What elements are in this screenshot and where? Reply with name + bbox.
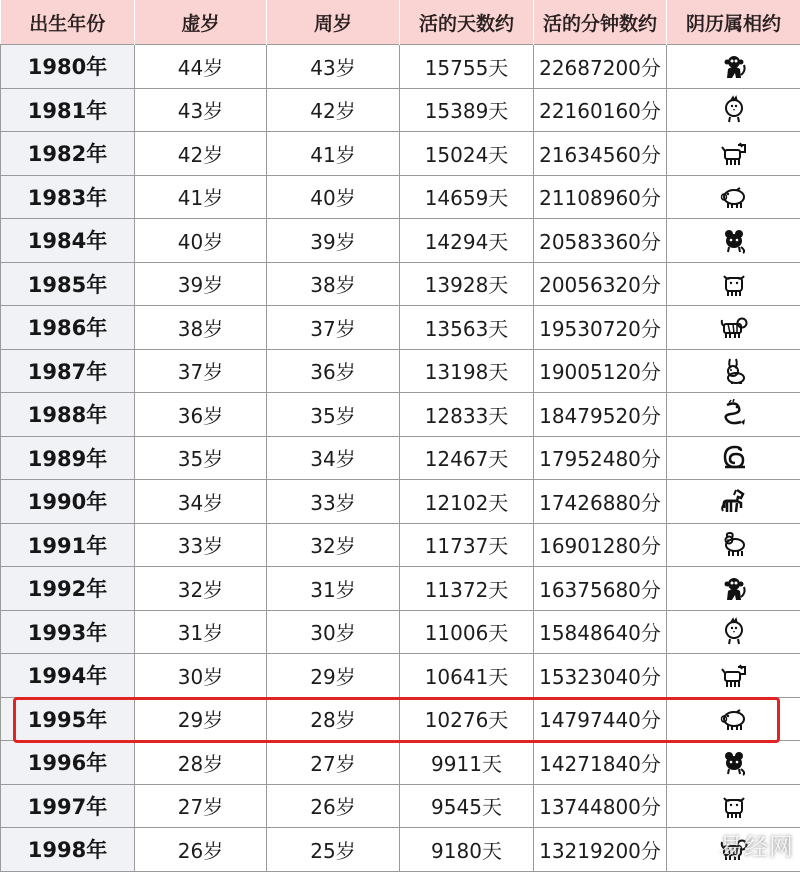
days-lived-cell: 12102天: [400, 480, 534, 524]
days-lived-cell: 9911天: [400, 741, 534, 785]
zodiac-cell: [667, 784, 800, 828]
table-row: [1, 523, 800, 567]
minutes-lived-cell: 14271840分: [534, 741, 667, 785]
zodiac-cell: [667, 741, 800, 785]
actual-age-cell: 25岁: [267, 828, 400, 872]
actual-age-cell: 33岁: [267, 480, 400, 524]
minutes-lived-cell: 18479520分: [534, 393, 667, 437]
minutes-lived-cell: 21634560分: [534, 132, 667, 176]
table-row: [1, 262, 800, 306]
birth-year-cell: 1993年: [1, 610, 135, 654]
zodiac-cell: [667, 88, 800, 132]
watermark: 易经网: [719, 827, 794, 862]
days-lived-cell: 10276天: [400, 697, 534, 741]
days-lived-cell: 15024天: [400, 132, 534, 176]
birth-year-cell: 1997年: [1, 784, 135, 828]
days-lived-cell: 14294天: [400, 219, 534, 263]
zodiac-cell: [667, 523, 800, 567]
actual-age-cell: 38岁: [267, 262, 400, 306]
days-lived-cell: 13198天: [400, 349, 534, 393]
zodiac-cell: [667, 306, 800, 350]
table-row: [1, 175, 800, 219]
birth-year-cell: 1981年: [1, 88, 135, 132]
days-lived-cell: 11006天: [400, 610, 534, 654]
dragon-icon: [719, 399, 749, 429]
days-lived-cell: 9545天: [400, 784, 534, 828]
ox-icon: [719, 791, 749, 821]
header-days-lived: 活的天数约: [400, 0, 534, 45]
minutes-lived-cell: 20056320分: [534, 262, 667, 306]
birth-year-cell: 1988年: [1, 393, 135, 437]
actual-age-cell: 29岁: [267, 654, 400, 698]
minutes-lived-cell: 17426880分: [534, 480, 667, 524]
minutes-lived-cell: 13219200分: [534, 828, 667, 872]
days-lived-cell: 11737天: [400, 523, 534, 567]
table-body: [1, 45, 800, 872]
nominal-age-cell: 26岁: [135, 828, 267, 872]
zodiac-cell: [667, 45, 800, 89]
days-lived-cell: 15389天: [400, 88, 534, 132]
nominal-age-cell: 39岁: [135, 262, 267, 306]
birth-year-cell: 1984年: [1, 219, 135, 263]
dog-icon: [719, 138, 749, 168]
zodiac-cell: [667, 175, 800, 219]
table-row: [1, 45, 800, 89]
nominal-age-cell: 30岁: [135, 654, 267, 698]
minutes-lived-cell: 22160160分: [534, 88, 667, 132]
zodiac-cell: [667, 349, 800, 393]
actual-age-cell: 28岁: [267, 697, 400, 741]
days-lived-cell: 12467天: [400, 436, 534, 480]
nominal-age-cell: 44岁: [135, 45, 267, 89]
birth-year-cell: 1995年: [1, 697, 135, 741]
minutes-lived-cell: 16375680分: [534, 567, 667, 611]
actual-age-cell: 27岁: [267, 741, 400, 785]
birth-year-cell: 1985年: [1, 262, 135, 306]
actual-age-cell: 37岁: [267, 306, 400, 350]
actual-age-cell: 31岁: [267, 567, 400, 611]
birth-year-cell: 1996年: [1, 741, 135, 785]
header-lunar-zodiac: 阴历属相约: [667, 0, 800, 45]
actual-age-cell: 32岁: [267, 523, 400, 567]
days-lived-cell: 13563天: [400, 306, 534, 350]
nominal-age-cell: 28岁: [135, 741, 267, 785]
table-row: [1, 741, 800, 785]
table-row: [1, 306, 800, 350]
rooster-icon: [719, 617, 749, 647]
days-lived-cell: 11372天: [400, 567, 534, 611]
dog-icon: [719, 660, 749, 690]
nominal-age-cell: 38岁: [135, 306, 267, 350]
table-row: [1, 219, 800, 263]
actual-age-cell: 36岁: [267, 349, 400, 393]
tiger-icon: [719, 312, 749, 342]
actual-age-cell: 35岁: [267, 393, 400, 437]
actual-age-cell: 42岁: [267, 88, 400, 132]
birth-year-cell: 1982年: [1, 132, 135, 176]
nominal-age-cell: 41岁: [135, 175, 267, 219]
nominal-age-cell: 31岁: [135, 610, 267, 654]
goat-icon: [719, 530, 749, 560]
table-row: [1, 436, 800, 480]
birth-year-cell: 1994年: [1, 654, 135, 698]
pig-icon: [719, 704, 749, 734]
minutes-lived-cell: 15323040分: [534, 654, 667, 698]
pig-icon: [719, 182, 749, 212]
days-lived-cell: 15755天: [400, 45, 534, 89]
table-row: [1, 88, 800, 132]
minutes-lived-cell: 22687200分: [534, 45, 667, 89]
zodiac-cell: [667, 436, 800, 480]
minutes-lived-cell: 15848640分: [534, 610, 667, 654]
table-row: [1, 697, 800, 741]
table-row: [1, 828, 800, 872]
nominal-age-cell: 33岁: [135, 523, 267, 567]
birth-year-cell: 1991年: [1, 523, 135, 567]
days-lived-cell: 9180天: [400, 828, 534, 872]
nominal-age-cell: 34岁: [135, 480, 267, 524]
table-row: [1, 132, 800, 176]
nominal-age-cell: 37岁: [135, 349, 267, 393]
birth-year-cell: 1989年: [1, 436, 135, 480]
minutes-lived-cell: 16901280分: [534, 523, 667, 567]
header-actual-age: 周岁: [267, 0, 400, 45]
actual-age-cell: 30岁: [267, 610, 400, 654]
birth-year-cell: 1987年: [1, 349, 135, 393]
table-row: [1, 654, 800, 698]
actual-age-cell: 41岁: [267, 132, 400, 176]
table-header-row: [1, 0, 800, 45]
minutes-lived-cell: 17952480分: [534, 436, 667, 480]
rooster-icon: [719, 95, 749, 125]
header-minutes-lived: 活的分钟数约: [534, 0, 667, 45]
actual-age-cell: 40岁: [267, 175, 400, 219]
table-row: [1, 480, 800, 524]
actual-age-cell: 34岁: [267, 436, 400, 480]
rat-icon: [719, 747, 749, 777]
days-lived-cell: 10641天: [400, 654, 534, 698]
zodiac-cell: [667, 262, 800, 306]
actual-age-cell: 43岁: [267, 45, 400, 89]
zodiac-cell: [667, 697, 800, 741]
nominal-age-cell: 29岁: [135, 697, 267, 741]
table-row: [1, 567, 800, 611]
zodiac-cell: [667, 567, 800, 611]
zodiac-cell: [667, 132, 800, 176]
rabbit-icon: [719, 356, 749, 386]
header-nominal-age: 虚岁: [135, 0, 267, 45]
nominal-age-cell: 40岁: [135, 219, 267, 263]
actual-age-cell: 26岁: [267, 784, 400, 828]
zodiac-cell: [667, 480, 800, 524]
actual-age-cell: 39岁: [267, 219, 400, 263]
minutes-lived-cell: 19530720分: [534, 306, 667, 350]
minutes-lived-cell: 13744800分: [534, 784, 667, 828]
header-birth-year: 出生年份: [1, 0, 135, 45]
table-row: [1, 784, 800, 828]
table-row: [1, 349, 800, 393]
minutes-lived-cell: 21108960分: [534, 175, 667, 219]
zodiac-cell: [667, 610, 800, 654]
birth-year-cell: 1980年: [1, 45, 135, 89]
monkey-icon: [719, 573, 749, 603]
nominal-age-cell: 35岁: [135, 436, 267, 480]
zodiac-cell: [667, 654, 800, 698]
days-lived-cell: 14659天: [400, 175, 534, 219]
rat-icon: [719, 225, 749, 255]
birth-year-cell: 1986年: [1, 306, 135, 350]
horse-icon: [719, 486, 749, 516]
ox-icon: [719, 269, 749, 299]
nominal-age-cell: 42岁: [135, 132, 267, 176]
days-lived-cell: 12833天: [400, 393, 534, 437]
monkey-icon: [719, 51, 749, 81]
days-lived-cell: 13928天: [400, 262, 534, 306]
table-row: [1, 610, 800, 654]
nominal-age-cell: 36岁: [135, 393, 267, 437]
minutes-lived-cell: 14797440分: [534, 697, 667, 741]
snake-icon: [719, 443, 749, 473]
birth-year-cell: 1998年: [1, 828, 135, 872]
nominal-age-cell: 43岁: [135, 88, 267, 132]
minutes-lived-cell: 19005120分: [534, 349, 667, 393]
table-row: [1, 393, 800, 437]
zodiac-cell: [667, 393, 800, 437]
birth-year-cell: 1990年: [1, 480, 135, 524]
nominal-age-cell: 27岁: [135, 784, 267, 828]
birth-year-cell: 1983年: [1, 175, 135, 219]
nominal-age-cell: 32岁: [135, 567, 267, 611]
birth-year-cell: 1992年: [1, 567, 135, 611]
zodiac-cell: [667, 219, 800, 263]
minutes-lived-cell: 20583360分: [534, 219, 667, 263]
